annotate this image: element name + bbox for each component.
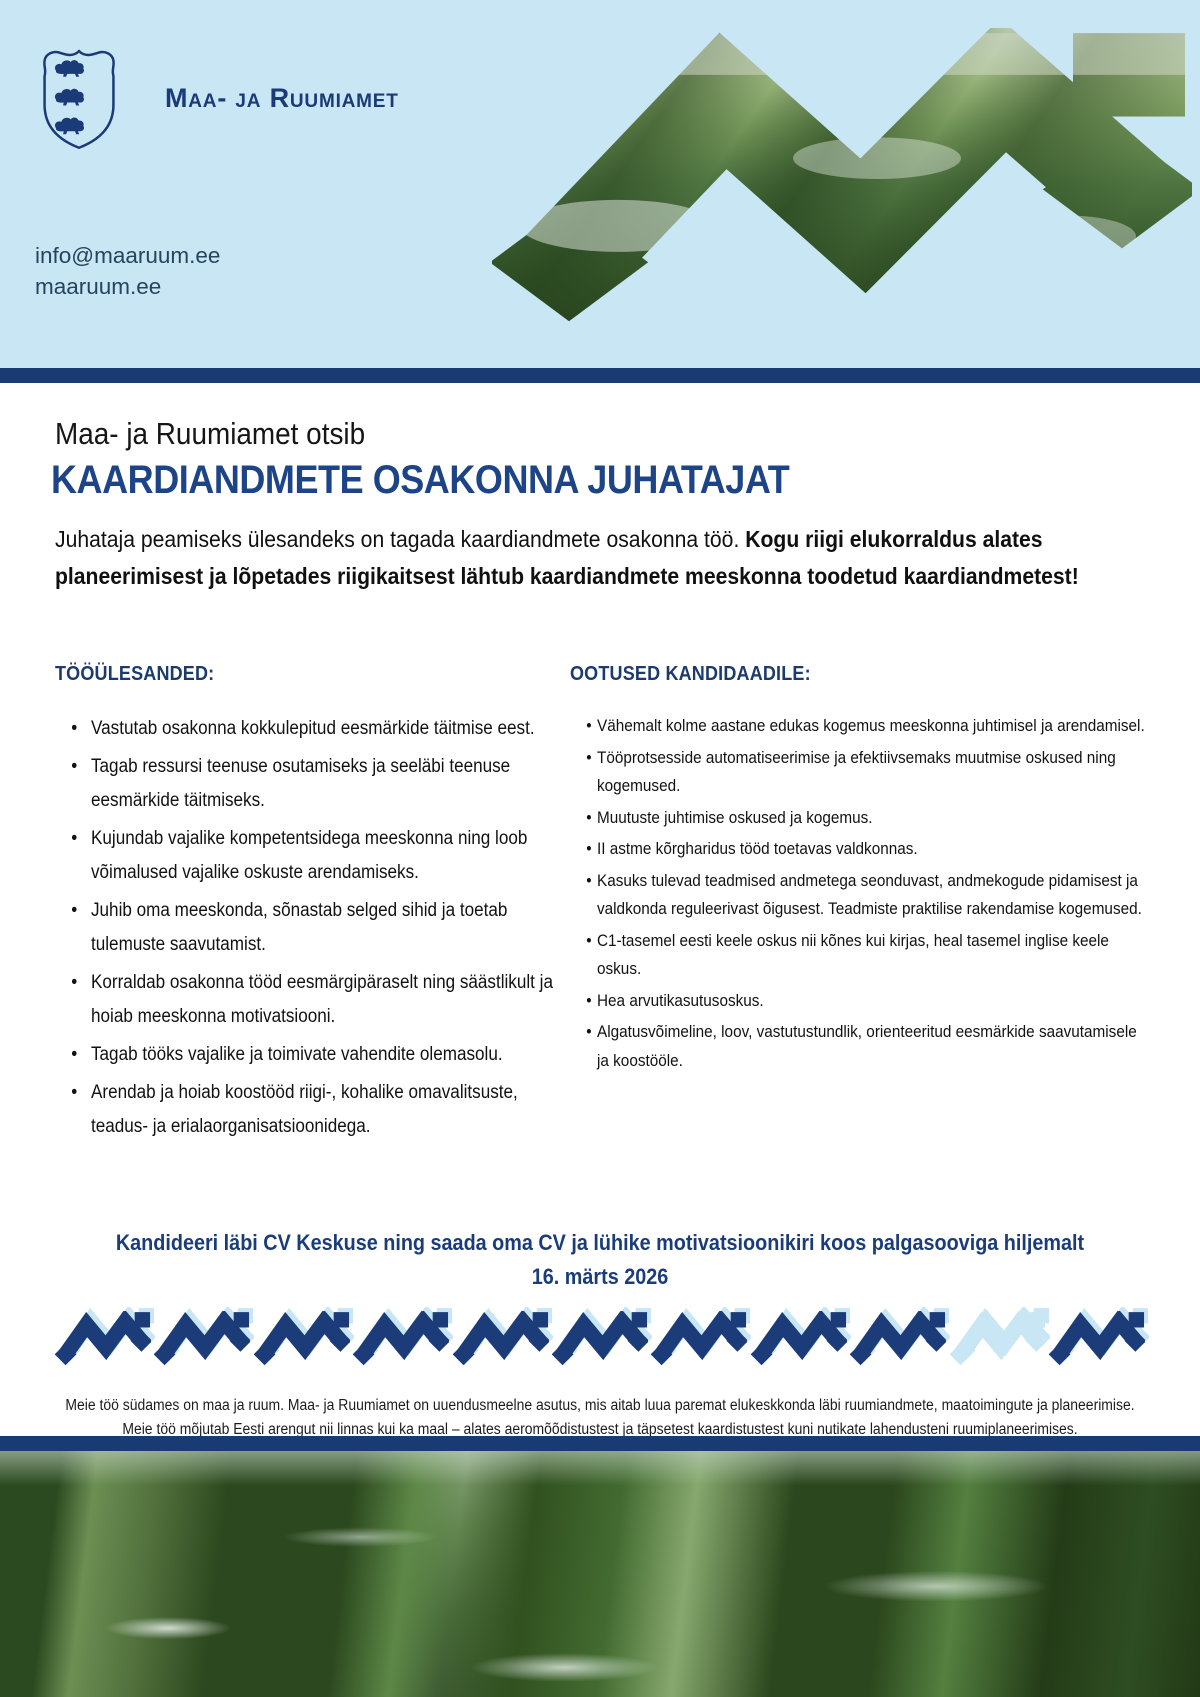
list-item: • Korraldab osakonna tööd eesmärgipäraselt ning säästlikult ja hoiab meeskonna motivatsiooni. <box>55 966 570 1034</box>
list-item: • C1-tasemel eesti keele oskus nii kõnes kui kirjas, heal tasemel inglise keele oskus. <box>570 927 1145 984</box>
deadline-date: 16. märts 2026 <box>531 1264 669 1289</box>
header <box>0 0 1200 368</box>
list-item: • Kasuks tulevad teadmised andmetega seonduvast, andmekogude pidamisest ja valdkonda reguleerivast õigusest. Teadmiste praktilise rakendamise kogemused. <box>570 867 1145 924</box>
list-item: • Juhib oma meeskonda, sõnastab selged sihid ja toetab tulemuste saavutamist. <box>55 894 570 962</box>
m-logo-icon <box>850 1311 946 1367</box>
page-title: KAARDIANDMETE OSAKONNA JUHATAJAT <box>51 458 790 502</box>
two-column-section <box>55 663 1145 1148</box>
apply-call-to-action <box>55 1226 1145 1294</box>
cta-text: Kandideeri läbi CV Keskuse ning saada oma CV ja lühike motivatsioonikiri koos palgasooviga hiljemalt <box>115 1230 1085 1255</box>
list-item: • Tagab tööks vajalike ja toimivate vahendite olemasolu. <box>55 1038 570 1072</box>
aerial-landscape-photo <box>0 1451 1200 1697</box>
list-item: • Hea arvutikasutusoskus. <box>570 987 1145 1016</box>
agency-name: Maa- ja Ruumiamet <box>165 82 399 113</box>
list-item: • Tagab ressursi teenuse osutamiseks ja seeläbi teenuse eesmärkide täitmiseks. <box>55 750 570 818</box>
expectations-heading: OOTUSED KANDIDAADILE: <box>570 663 811 685</box>
list-item: • Tööprotsesside automatiseerimise ja efektiivsemaks muutmise oskused ning kogemused. <box>570 744 1145 801</box>
expectations-list <box>570 712 1145 1075</box>
m-logo-icon <box>453 1311 549 1367</box>
list-item: • Kujundab vajalike kompetentsidega meeskonna ning loob võimalused vajalike oskuste arendamiseks. <box>55 822 570 890</box>
m-logo-icon <box>254 1311 350 1367</box>
brand <box>35 42 399 154</box>
contact-block <box>35 240 220 302</box>
list-item: • Vastutab osakonna kokkulepitud eesmärkide täitmise eest. <box>55 712 570 746</box>
list-item: • II astme kõrgharidus tööd toetavas valdkonnas. <box>570 835 1145 864</box>
m-logo-aerial-photo <box>492 28 1192 330</box>
m-logo-icon <box>651 1311 747 1367</box>
main-content <box>0 383 1200 1436</box>
expectations-column <box>570 663 1145 1148</box>
m-logo-icon <box>55 1311 151 1367</box>
tasks-heading: TÖÖÜLESANDED: <box>55 663 215 685</box>
m-logo-band <box>55 1311 1145 1367</box>
m-logo-icon <box>1049 1311 1145 1367</box>
m-logo-icon <box>353 1311 449 1367</box>
contact-website[interactable]: maaruum.ee <box>35 274 162 299</box>
m-logo-icon <box>751 1311 847 1367</box>
list-item: • Arendab ja hoiab koostööd riigi-, kohalike omavalitsuste, teadus- ja erialaorganisatsioonidega. <box>55 1076 570 1144</box>
m-logo-icon <box>154 1311 250 1367</box>
intro-paragraph <box>55 521 1145 595</box>
divider-bar-top <box>0 368 1200 383</box>
intro-bold: Kogu riigi elukorraldus alates planeerimisest ja lõpetades riigikaitsest lähtub kaardiandmete meeskonna toodetud kaardiandmetest! <box>55 526 1079 589</box>
list-item: • Muutuste juhtimise oskused ja kogemus. <box>570 804 1145 833</box>
intro-regular: Juhataja peamiseks ülesandeks on tagada kaardiandmete osakonna töö. <box>55 526 746 552</box>
m-logo-icon <box>950 1311 1046 1367</box>
tasks-list <box>55 712 570 1144</box>
estonia-coat-of-arms-icon <box>35 42 123 154</box>
pretitle: Maa- ja Ruumiamet otsib <box>55 416 366 451</box>
list-item: • Vähemalt kolme aastane edukas kogemus meeskonna juhtimisel ja arendamisel. <box>570 712 1145 741</box>
list-item: • Algatusvõimeline, loov, vastutustundlik, orienteeritud eesmärkide saavutamisele ja koostööle. <box>570 1018 1145 1075</box>
contact-email[interactable]: info@maaruum.ee <box>35 243 221 268</box>
tasks-column <box>55 663 570 1148</box>
divider-bar-bottom <box>0 1436 1200 1451</box>
m-logo-icon <box>552 1311 648 1367</box>
about-agency-text: Meie töö südames on maa ja ruum. Maa- ja Ruumiamet on uuendusmeelne asutus, mis aitab luua paremat elukeskkonda läbi ruumiandmete, maatoimingute ja planeerimise. Meie töö mõjutab Eesti arengut nii linnas kui ka maal – alates aeromõõdistustest ja täpsetest kaardistustest kuni nutikate lahendusteni ruumiplaneerimises. <box>65 1397 1135 1436</box>
